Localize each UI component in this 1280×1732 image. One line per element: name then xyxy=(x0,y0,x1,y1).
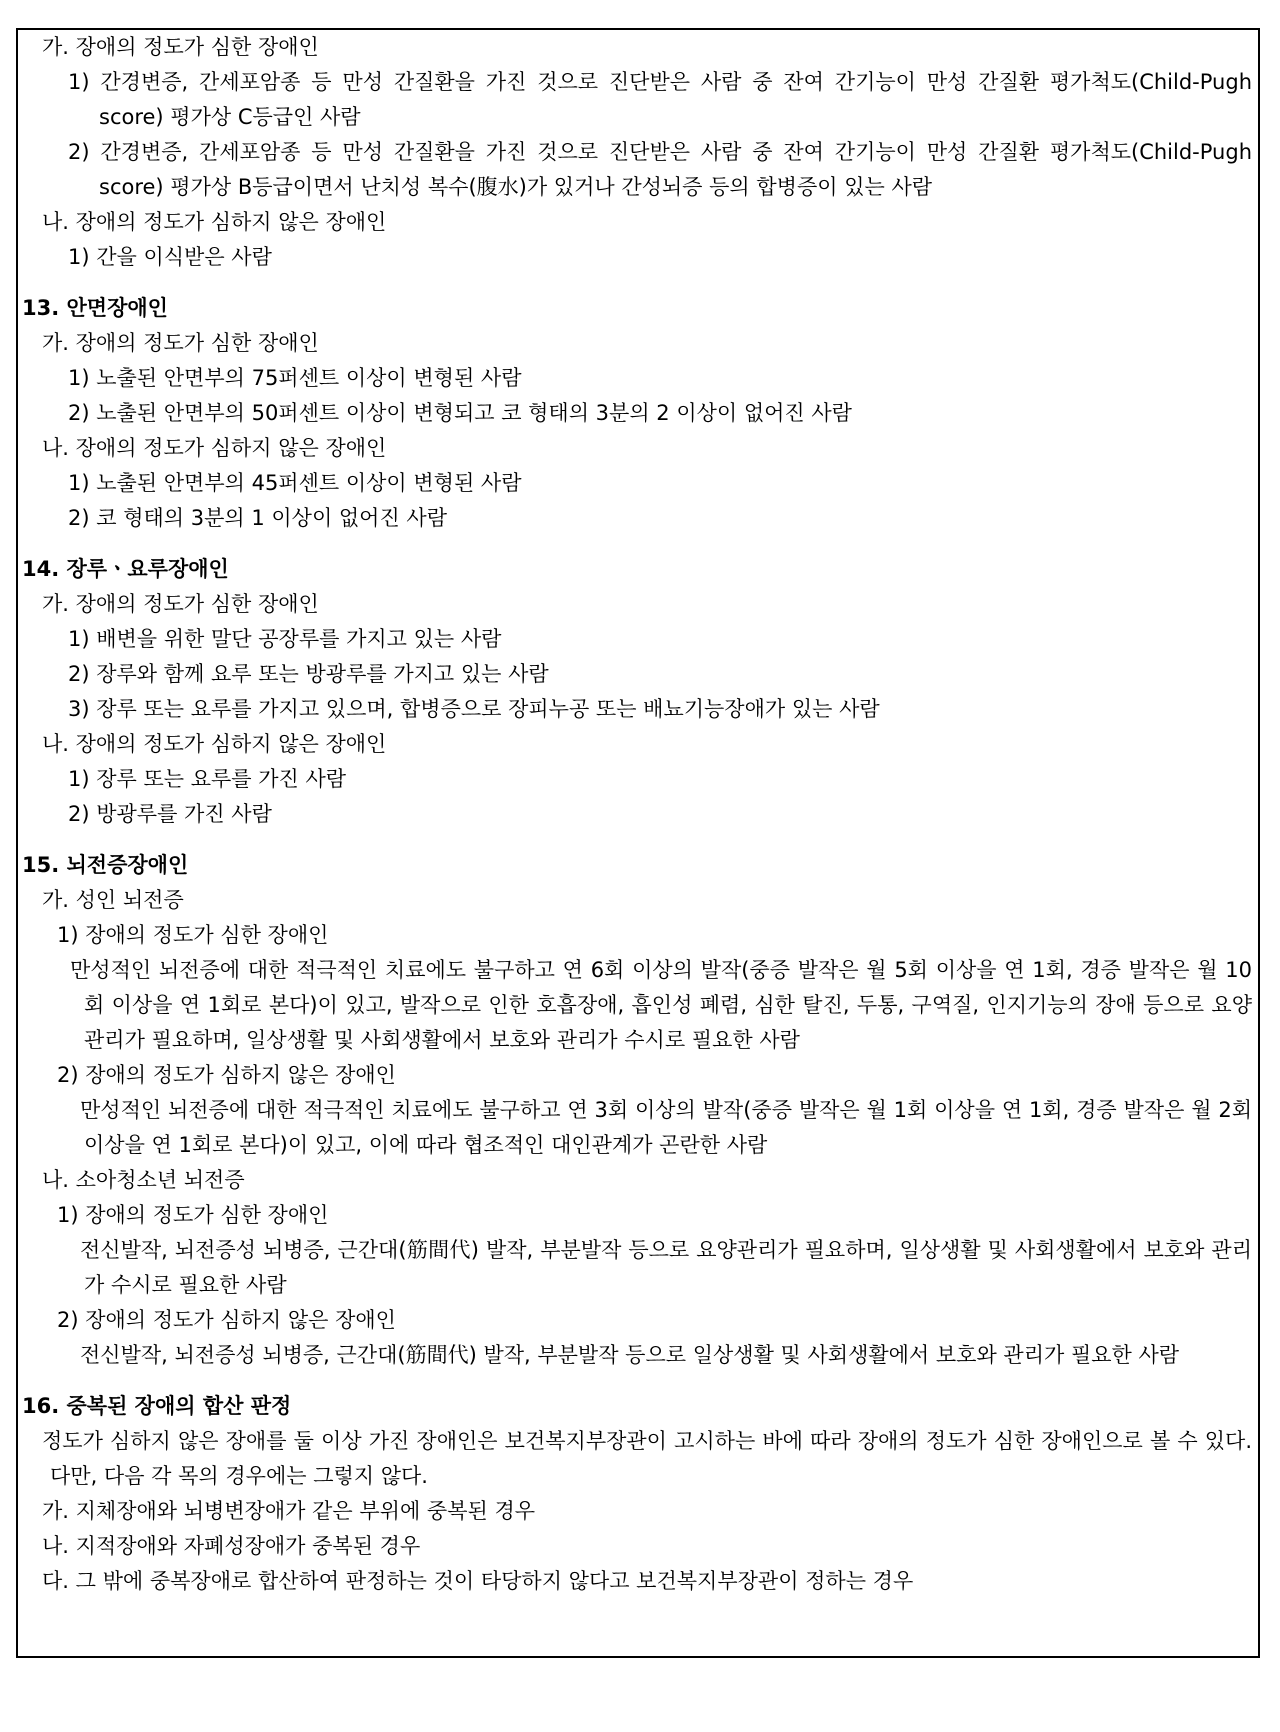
s15-item-ga-2-text: 만성적인 뇌전증에 대한 적극적인 치료에도 불구하고 연 3회 이상의 발작(중증 발작은 월 1회 이상을 연 1회, 경증 발작은 월 2회 이상을 연 1회로 본다)이 있고, 이에 따라 협조적인 대인관계가 곤란한 사람 xyxy=(80,1098,1252,1157)
s13-item-ga-1: 1) 노출된 안면부의 75퍼센트 이상이 변형된 사람 xyxy=(68,366,522,390)
s15-item-na-1-text: 전신발작, 뇌전증성 뇌병증, 근간대(筋間代) 발작, 부분발작 등으로 요양관리가 필요하며, 일상생활 및 사회생활에서 보호와 관리가 수시로 필요한 사람 xyxy=(80,1238,1252,1297)
s12-item-na: 나. 장애의 정도가 심하지 않은 장애인 xyxy=(42,210,387,234)
s14-item-ga: 가. 장애의 정도가 심한 장애인 xyxy=(42,592,319,616)
s12-item-ga-2: 2) 간경변증, 간세포암종 등 만성 간질환을 가진 것으로 진단받은 사람 중 잔여 간기능이 만성 간질환 평가척도(Child-Pugh score) 평가상 B등급이면서 난치성 복수(腹水)가 있거나 간성뇌증 등의 합병증이 있는 사람 xyxy=(68,140,1252,199)
s14-item-ga-1: 1) 배변을 위한 말단 공장루를 가지고 있는 사람 xyxy=(68,627,502,651)
s15-item-na-2: 2) 장애의 정도가 심하지 않은 장애인 xyxy=(57,1308,396,1332)
s14-item-na: 나. 장애의 정도가 심하지 않은 장애인 xyxy=(42,732,387,756)
section-title-15: 15. 뇌전증장애인 xyxy=(22,853,189,877)
s12-item-ga-1: 1) 간경변증, 간세포암종 등 만성 간질환을 가진 것으로 진단받은 사람 중 잔여 간기능이 만성 간질환 평가척도(Child-Pugh score) 평가상 C등급인 사람 xyxy=(68,70,1252,129)
s14-item-na-2: 2) 방광루를 가진 사람 xyxy=(68,802,272,826)
document-frame xyxy=(16,28,1260,1658)
s12-item-na-1: 1) 간을 이식받은 사람 xyxy=(68,245,272,269)
s14-item-ga-2: 2) 장루와 함께 요루 또는 방광루를 가지고 있는 사람 xyxy=(68,662,549,686)
s12-item-ga: 가. 장애의 정도가 심한 장애인 xyxy=(42,35,319,59)
s16-item-na: 나. 지적장애와 자폐성장애가 중복된 경우 xyxy=(42,1534,421,1558)
s14-item-na-1: 1) 장루 또는 요루를 가진 사람 xyxy=(68,767,347,791)
s13-item-na-1: 1) 노출된 안면부의 45퍼센트 이상이 변형된 사람 xyxy=(68,471,522,495)
s13-item-ga-2: 2) 노출된 안면부의 50퍼센트 이상이 변형되고 코 형태의 3분의 2 이상이 없어진 사람 xyxy=(68,401,852,425)
s15-item-na-2-text: 전신발작, 뇌전증성 뇌병증, 근간대(筋間代) 발작, 부분발작 등으로 일상생활 및 사회생활에서 보호와 관리가 필요한 사람 xyxy=(80,1343,1180,1367)
s15-item-ga-1-text: 만성적인 뇌전증에 대한 적극적인 치료에도 불구하고 연 6회 이상의 발작(중증 발작은 월 5회 이상을 연 1회, 경증 발작은 월 10회 이상을 연 1회로 본다)이 있고, 발작으로 인한 호흡장애, 흡인성 폐렴, 심한 탈진, 두통, 구역질, 인지기능의 장애 등으로 요양관리가 필요하며, 일상생활 및 사회생활에서 보호와 관리가 수시로 필요한 사람 xyxy=(70,958,1252,1052)
section-title-16: 16. 중복된 장애의 합산 판정 xyxy=(22,1394,292,1418)
section-title-13: 13. 안면장애인 xyxy=(22,296,168,320)
s13-item-ga: 가. 장애의 정도가 심한 장애인 xyxy=(42,331,319,355)
s14-item-ga-3: 3) 장루 또는 요루를 가지고 있으며, 합병증으로 장피누공 또는 배뇨기능장애가 있는 사람 xyxy=(68,697,880,721)
section-title-14: 14. 장루ㆍ요루장애인 xyxy=(22,557,229,581)
s13-item-na-2: 2) 코 형태의 3분의 1 이상이 없어진 사람 xyxy=(68,506,448,530)
s16-intro: 정도가 심하지 않은 장애를 둘 이상 가진 장애인은 보건복지부장관이 고시하는 바에 따라 장애의 정도가 심한 장애인으로 볼 수 있다. 다만, 다음 각 목의 경우에는 그렇지 않다. xyxy=(42,1429,1252,1488)
s15-item-na: 나. 소아청소년 뇌전증 xyxy=(42,1168,245,1192)
s15-item-na-1: 1) 장애의 정도가 심한 장애인 xyxy=(57,1203,329,1227)
s13-item-na: 나. 장애의 정도가 심하지 않은 장애인 xyxy=(42,436,387,460)
s15-item-ga-1: 1) 장애의 정도가 심한 장애인 xyxy=(57,923,329,947)
s16-item-da: 다. 그 밖에 중복장애로 합산하여 판정하는 것이 타당하지 않다고 보건복지부장관이 정하는 경우 xyxy=(42,1569,914,1593)
s16-item-ga: 가. 지체장애와 뇌병변장애가 같은 부위에 중복된 경우 xyxy=(42,1499,536,1523)
s15-item-ga: 가. 성인 뇌전증 xyxy=(42,888,184,912)
s15-item-ga-2: 2) 장애의 정도가 심하지 않은 장애인 xyxy=(57,1063,396,1087)
